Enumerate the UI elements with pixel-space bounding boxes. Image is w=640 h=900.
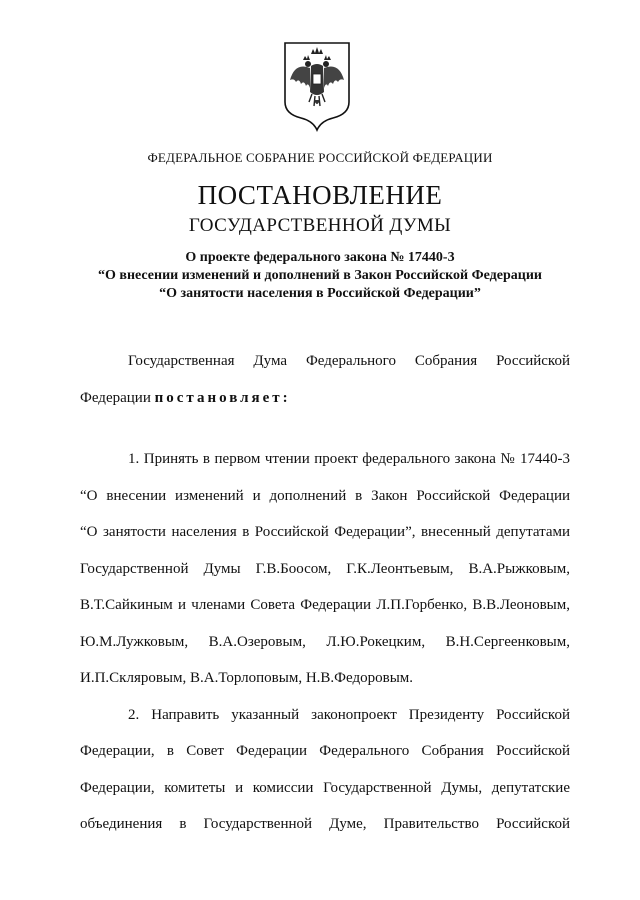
document-type-title: ПОСТАНОВЛЕНИЕ [197,180,443,210]
item-1-line: И.П.Скляровым, В.А.Торлоповым, Н.В.Федоровым. [80,670,414,686]
heading-line: “О занятости населения в Российской Федерации” [159,286,481,301]
organization-name: ФЕДЕРАЛЬНОЕ СОБРАНИЕ РОССИЙСКОЙ ФЕДЕРАЦИИ [147,150,493,165]
document-type-subtitle: ГОСУДАРСТВЕННОЙ ДУМЫ [188,215,452,236]
resolution-heading [0,249,640,303]
russian-coat-of-arms-icon [281,40,353,132]
item-2-line: 2. Направить указанный законопроект Президенту Российской [128,706,570,723]
preamble-line [80,380,570,417]
item-1-line: Ю.М.Лужковым, В.А.Озеровым, Л.Ю.Рокецким, В.Н.Сергеенковым, [80,633,570,650]
heading-line: О проекте федерального закона № 17440-3 [185,250,455,265]
item-2-line: объединения в Государственной Думе, Правительство Российской [80,816,570,832]
item-1-line: “О внесении изменений и дополнений в Закон Российской Федерации [80,487,570,504]
resolves-keyword: постановляет: [154,389,291,406]
item-2-line: Федерации, комитеты и комиссии Государственной Думы, депутатские [80,779,570,796]
item-1-line: “О занятости населения в Российской Федерации”, внесенный депутатами [80,524,570,540]
preamble-line: Государственная Дума Федерального Собрания Российской [128,353,570,369]
heading-line: “О внесении изменений и дополнений в Закон Российской Федерации [98,268,542,283]
item-1-line: 1. Принять в первом чтении проект федерального закона № 17440-3 [128,451,570,467]
item-1-line: В.Т.Сайкиным и членами Совета Федерации Л.П.Горбенко, В.В.Леоновым, [80,597,570,613]
spacer [80,416,570,441]
item-2-line: Федерации, в Совет Федерации Федерального Собрания Российской [80,743,570,759]
preamble-lead: Федерации [80,389,151,406]
resolution-body [80,343,570,843]
item-1-line: Государственной Думы Г.В.Боосом, Г.К.Леонтьевым, В.А.Рыжковым, [80,560,570,577]
